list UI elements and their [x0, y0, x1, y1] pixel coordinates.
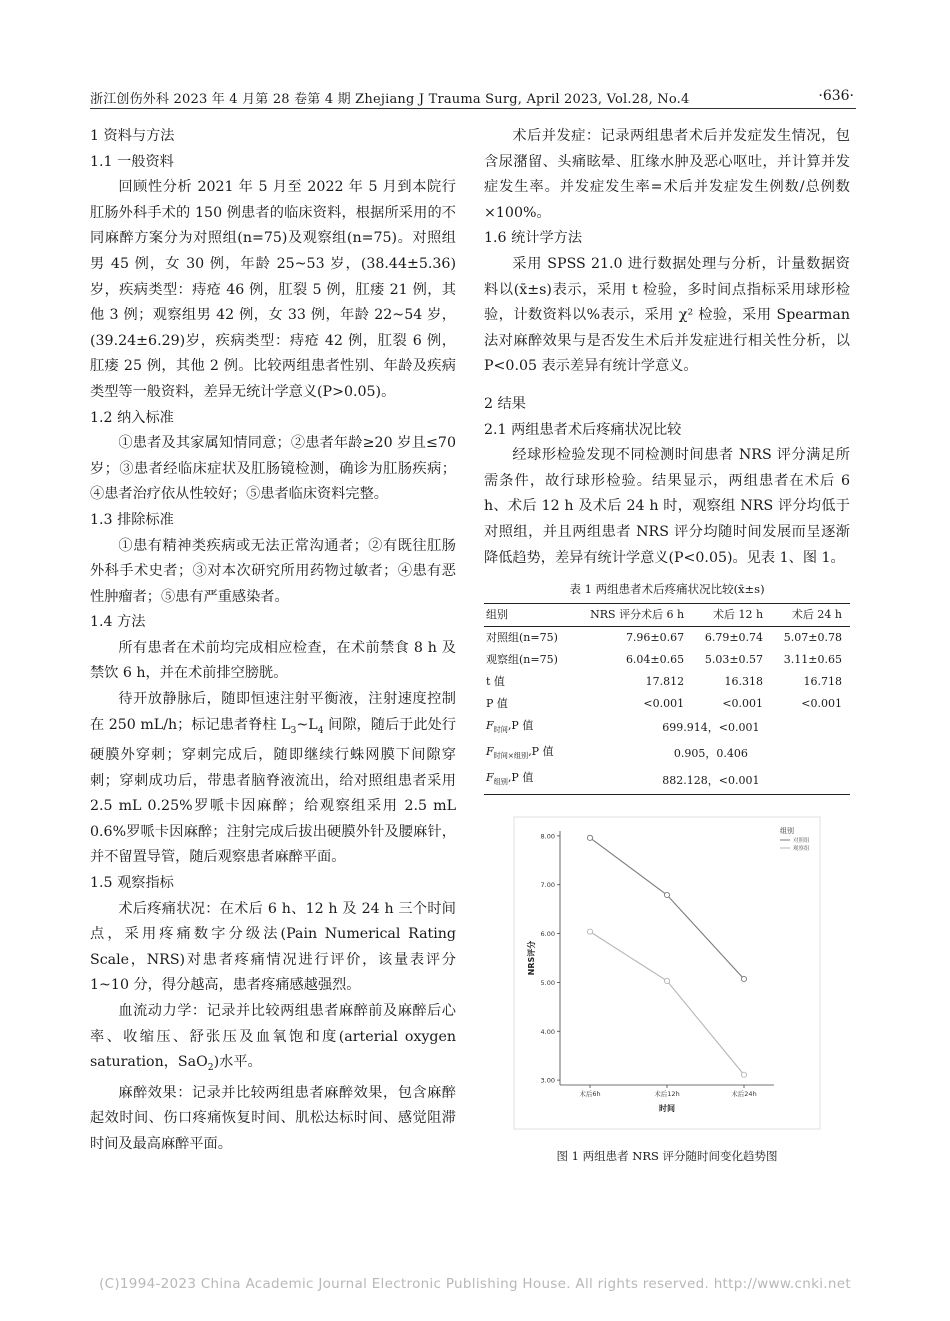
copyright-footer: (C)1994-2023 China Academic Journal Electronic Publishing House. All rights reserved. http://www.cnki.net — [99, 1276, 851, 1292]
table-cell: 882.128，<0.001 — [572, 767, 850, 794]
table-cell: 对照组(n=75) — [486, 631, 558, 645]
running-header: 浙江创伤外科 2023 年 4 月第 28 卷第 4 期 Zhejiang J Trauma Surg, April 2023, Vol.28, No.4 — [90, 92, 690, 107]
table-header-cell: 术后 12 h — [692, 604, 771, 627]
table-cell: 5.03±0.57 — [704, 653, 764, 667]
table-header-cell: 组别 — [484, 604, 572, 627]
table-cell: $F_{时间},P$ 值 — [486, 719, 534, 735]
table-cell: 5.07±0.78 — [783, 631, 842, 645]
table-cell: <0.001 — [643, 697, 685, 711]
section-1-2-text: ①患者及其家属知情同意；②患者年龄≥20 岁且≤70 岁；③患者经临床症状及肛肠镜检测，确诊为肛肠疾病；④患者治疗依从性较好；⑤患者临床资料完整。 — [90, 435, 456, 503]
section-1-3-heading: 1.3 排除标准 — [90, 511, 174, 528]
section-2-heading: 2 结果 — [484, 395, 526, 412]
section-1-5-text-4: 术后并发症：记录两组患者术后并发症发生情况，包含尿潴留、头痛眩晕、肛缘水肿及恶心呕吐，并计算并发症发生率。并发症发生率=术后并发症发生例数/总例数×100%。 — [484, 128, 850, 221]
table-cell: 16.318 — [724, 675, 764, 689]
figure-1 — [484, 813, 850, 1165]
x-axis-label: 时间 — [659, 1103, 675, 1113]
x-tick-label: 术后6h — [579, 1089, 601, 1098]
page-number: ·636· — [818, 88, 854, 104]
data-point — [587, 835, 592, 840]
figure-1-caption: 图 1 两组患者 NRS 评分随时间变化趋势图 — [556, 1149, 778, 1164]
legend-entry: 对照组 — [793, 837, 810, 844]
table-cell: 7.96±0.67 — [625, 631, 685, 645]
table-cell: 0.905，0.406 — [673, 747, 748, 761]
table-cell: <0.001 — [722, 697, 764, 711]
table-cell: 16.718 — [803, 675, 842, 689]
table-row — [484, 767, 850, 794]
header-rule — [90, 108, 856, 109]
data-point — [664, 892, 669, 897]
section-2-1-text: 经球形检验发现不同检测时间患者 NRS 评分满足所需条件，故行球形检验。结果显示，两组患者在术后 6 h、术后 12 h 及术后 24 h 时，观察组 NRS 评分均低于对照组，并且两组患者 NRS 评分均随时间发展而呈逐渐降低趋势，差异有统计学意义(P<0.05)。见表 1、图 1。 — [484, 447, 850, 566]
right-column — [484, 124, 850, 1164]
table-cell: 699.914，<0.001 — [662, 721, 760, 735]
left-column — [90, 124, 456, 1157]
table-row — [484, 693, 850, 715]
legend-title: 组别 — [780, 826, 794, 835]
table-cell: 17.812 — [645, 675, 685, 689]
section-1-5-text-2: 血流动力学：记录并比较两组患者麻醉前及麻醉后心率、收缩压、舒张压及血氧饱和度(arterial oxygen saturation，SaO$_2$)水平。 — [90, 1003, 456, 1074]
table-1 — [484, 603, 850, 795]
section-1-4-text-2: 待开放静脉后，随即恒速注射平衡液，注射速度控制在 250 mL/h；标记患者脊柱 $L_3\sim L_4$ 间隙，随后于此处行硬膜外穿刺；穿刺完成后，随即继续行蛛网膜下间隙穿刺；穿刺成功后，带患者脑脊液流出，给对照组患者采用 2.5 mL 0.25%罗哌卡因麻醉；给观察组采用 2.5 mL 0.6%罗哌卡因麻醉；注射完成后拔出硬膜外针及腰麻针，并不留置导管，随后观察患者麻醉平面。 — [90, 691, 456, 866]
table-row — [484, 627, 850, 650]
table-row — [484, 741, 850, 767]
section-1-1-heading: 1.1 一般资料 — [90, 153, 174, 170]
y-tick-label: 3.00 — [540, 1076, 555, 1085]
table-cell: t 值 — [486, 675, 505, 689]
x-tick-label: 术后12h — [654, 1089, 680, 1098]
section-1-1-text: 回顾性分析 2021 年 5 月至 2022 年 5 月到本院行肛肠外科手术的 150 例患者的临床资料，根据所采用的不同麻醉方案分为对照组(n=75)及观察组(n=75)。对照组男 45 例，女 30 例，年龄 25~53 岁，(38.44±5.36)岁，疾病类型：痔疮 46 例，肛裂 5 例，肛瘘 21 例，其他 3 例；观察组男 42 例，女 33 例，年龄 22~54 岁，(39.24±6.29)岁，疾病类型：痔疮 42 例，肛裂 6 例，肛瘘 25 例，其他 2 例。比较两组患者性别、年龄及疾病类型等一般资料，差异无统计学意义(P>0.05)。 — [90, 179, 456, 400]
data-point — [741, 1072, 746, 1077]
table-cell: 3.11±0.65 — [783, 653, 842, 667]
section-1-6-text: 采用 SPSS 21.0 进行数据处理与分析，计量数据资料以(x̄±s)表示，采用 t 检验，多时间点指标采用球形检验，计数资料以%表示，采用 χ² 检验，采用 Spearman 法对麻醉效果与是否发生术后并发症进行相关性分析，以 P<0.05 表示差异有统计学意义。 — [484, 255, 850, 375]
section-1-3-text: ①患有精神类疾病或无法正常沟通者；②有既往肛肠外科手术史者；③对本次研究所用药物过敏者；④患有恶性肿瘤者；⑤患有严重感染者。 — [90, 537, 456, 605]
y-tick-label: 5.00 — [540, 978, 555, 987]
section-1-6-heading: 1.6 统计学方法 — [484, 230, 583, 247]
y-axis-label: NRS评分 — [527, 940, 536, 975]
table-cell: $F_{组别},P$ 值 — [484, 767, 572, 794]
nrs-line-chart — [484, 813, 850, 1133]
y-tick-label: 7.00 — [540, 880, 555, 889]
table-header-cell: 术后 24 h — [771, 604, 850, 627]
data-point — [587, 929, 592, 934]
table-cell: 观察组(n=75) — [486, 653, 558, 667]
y-tick-label: 4.00 — [540, 1027, 555, 1036]
table-cell: 6.04±0.65 — [625, 653, 685, 667]
legend-entry: 观察组 — [793, 845, 810, 852]
table-header-row — [484, 604, 850, 627]
section-1-4-text-1: 所有患者在术前均完成相应检查，在术前禁食 8 h 及禁饮 6 h，并在术前排空膀胱。 — [90, 639, 456, 682]
table-cell: $F_{时间\times 组别},P$ 值 — [486, 745, 554, 761]
section-1-heading: 1 资料与方法 — [90, 128, 175, 144]
table-row — [484, 671, 850, 693]
table-cell: 6.79±0.74 — [704, 631, 764, 645]
y-tick-label: 6.00 — [540, 929, 555, 938]
section-1-5-heading: 1.5 观察指标 — [90, 875, 174, 892]
table-row — [484, 715, 850, 741]
section-1-5-text-1: 术后疼痛状况：在术后 6 h、12 h 及 24 h 三个时间点，采用疼痛数字分级法(Pain Numerical Rating Scale，NRS)对患者疼痛情况进行评价，该量表评分 1~10 分，得分越高，患者疼痛感越强烈。 — [90, 900, 456, 994]
section-1-2-heading: 1.2 纳入标准 — [90, 409, 174, 426]
data-point — [741, 976, 746, 981]
section-1-4-heading: 1.4 方法 — [90, 614, 146, 631]
table-1-caption: 表 1 两组患者术后疼痛状况比较(x̄±s) — [569, 582, 765, 597]
table-cell: <0.001 — [801, 697, 842, 711]
x-tick-label: 术后24h — [731, 1089, 757, 1098]
table-cell: P 值 — [486, 697, 508, 711]
section-2-1-heading: 2.1 两组患者术后疼痛状况比较 — [484, 421, 682, 438]
table-header-cell: NRS 评分术后 6 h — [572, 604, 692, 627]
table-row — [484, 649, 850, 671]
y-tick-label: 8.00 — [540, 832, 555, 841]
data-point — [664, 978, 669, 983]
section-1-5-text-3: 麻醉效果：记录并比较两组患者麻醉效果，包含麻醉起效时间、伤口疼痛恢复时间、肌松达标时间、感觉阻滞时间及最高麻醉平面。 — [90, 1084, 456, 1152]
